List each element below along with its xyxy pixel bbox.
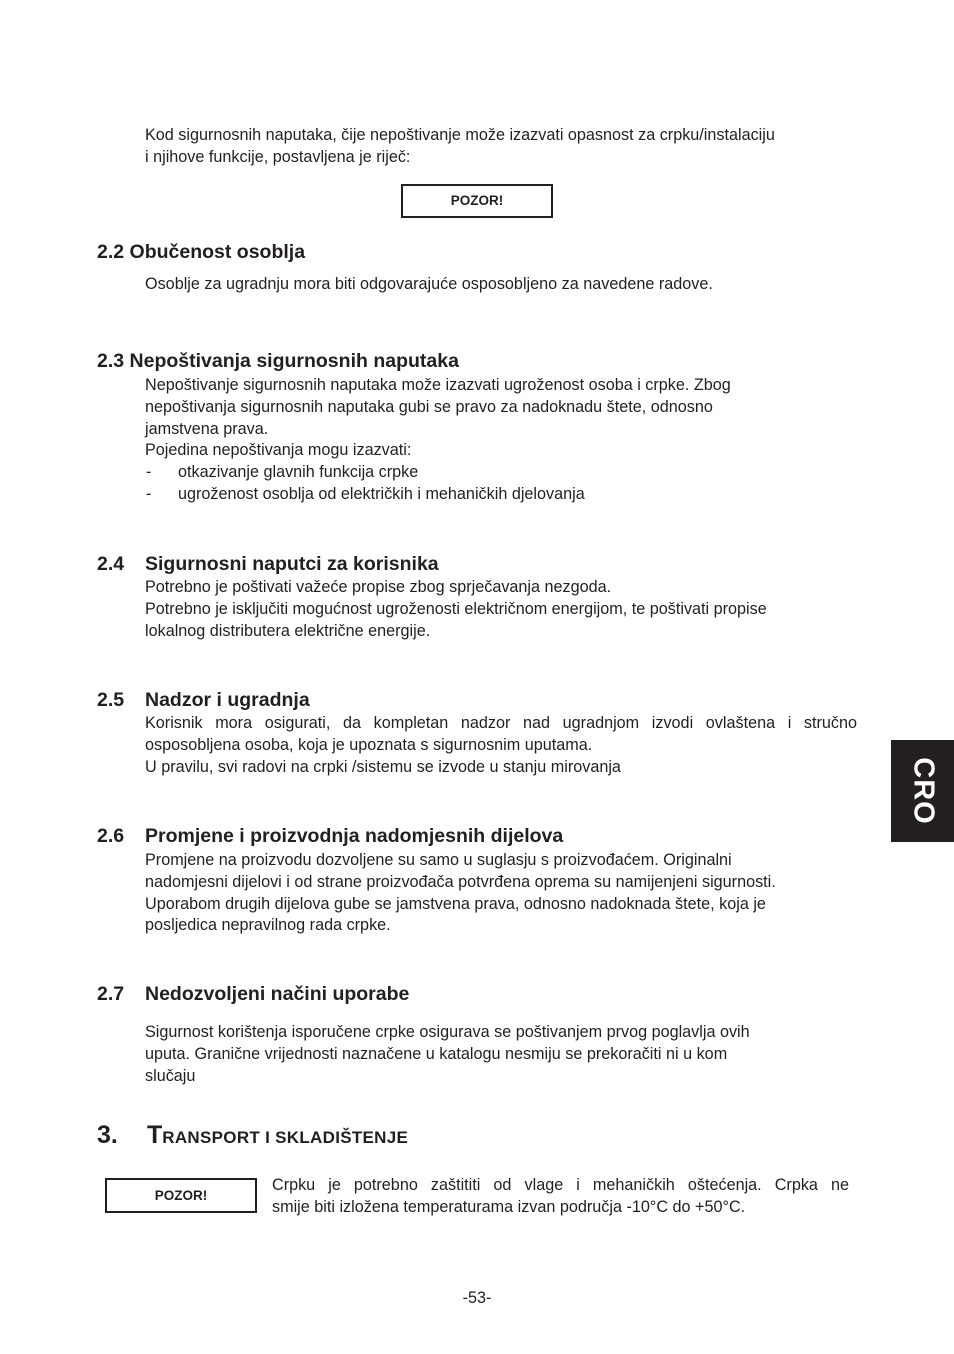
section-3-body [272,1175,849,1219]
section-2-6-body [145,850,776,937]
section-title: Sigurnosni naputci za korisnika [145,553,439,575]
section-title-initial: T [147,1121,163,1149]
bullet-dash: - [146,484,152,503]
section-2-4-heading [97,553,439,576]
list-item-text: otkazivanje glavnih funkcija crpke [178,463,419,482]
warning-label-box [401,184,553,218]
body-line: Pojedina nepoštivanja mogu izazvati: [145,441,412,460]
body-line: lokalnog distributera električne energije. [145,621,431,640]
section-title: Nedozvoljeni načini uporabe [145,983,410,1005]
list-item [145,462,731,484]
body-line: slučaju [145,1066,196,1085]
section-2-7-heading [97,983,409,1006]
section-2-3-body [145,375,731,506]
section-title: Promjene i proizvodnja nadomjesnih dijelova [145,825,564,847]
section-title: Nadzor i ugradnja [145,689,310,711]
section-3-heading [97,1121,408,1150]
bullet-dash: - [146,463,152,482]
warning-label-box [105,1178,257,1213]
section-2-4-body [145,577,767,642]
section-number: 2.7 [97,983,125,1005]
list-item [145,484,731,506]
section-2-6-heading [97,825,563,848]
list-item-text: ugroženost osoblja od električkih i mehaničkih djelovanja [178,484,585,503]
intro-line: Kod sigurnosnih naputaka, čije nepoštivanje može izazvati opasnost za crpku/instalaciju [145,126,775,144]
body-line: U pravilu, svi radovi na crpki /sistemu se izvode u stanju mirovanja [145,757,621,776]
section-2-7-body [145,1022,750,1087]
body-line: posljedica nepravilnog rada crpke. [145,916,391,935]
body-line: Nepoštivanje sigurnosnih naputaka može izazvati ugroženost osoba i crpke. Zbog [145,376,731,394]
section-2-5-body [145,713,857,778]
body-line: Potrebno je poštivati važeće propise zbog sprječavanja nezgoda. [145,578,612,596]
body-line: Crpku je potrebno zaštititi od vlage i mehaničkih oštećenja. Crpka ne [272,1176,849,1194]
page-number: -53- [462,1289,492,1307]
body-line: Potrebno je isključiti mogućnost ugroženosti električnom energijom, te poštivati propise [145,599,767,618]
body-line: nadomjesni dijelovi i od strane proizvođača potvrđena oprema su namijenjeni sigurnosti. [145,872,776,891]
language-tab [891,740,954,842]
body-line: nepoštivanja sigurnosnih naputaka gubi se pravo za nadoknadu štete, odnosno [145,397,713,416]
section-2-5-heading [97,689,310,712]
section-number: 2.4 [97,553,125,575]
intro-line: i njihove funkcije, postavljena je riječ: [145,147,411,166]
body-line: Promjene na proizvodu dozvoljene su samo u suglasju s proizvođaćem. Originalni [145,851,732,869]
section-number: 3. [97,1121,118,1149]
body-line: osposobljena osoba, koja je upoznata s sigurnosnim uputama. [145,735,593,754]
section-number: 2.6 [97,825,125,847]
section-title-rest: RANSPORT I SKLADIŠTENJE [162,1128,409,1147]
body-line: Uporabom drugih dijelova gube se jamstvena prava, odnosno nadoknada štete, koja je [145,894,766,913]
section-2-2-heading: 2.2 Obučenost osoblja [97,241,306,263]
body-line: jamstvena prava. [145,419,269,438]
section-2-2-body [145,274,713,296]
body-line: Korisnik mora osigurati, da kompletan nadzor nad ugradnjom izvodi ovlaštena i stručno [145,714,857,732]
body-line: Osoblje za ugradnju mora biti odgovarajuće osposobljeno za navedene radove. [145,275,713,293]
body-line: uputa. Granične vrijednosti naznačene u katalogu nesmiju se prekoračiti ni u kom [145,1044,728,1063]
intro-paragraph [145,125,860,169]
language-tab-label: CRO [907,757,939,825]
body-line: Sigurnost korištenja isporučene crpke osigurava se poštivanjem prvog poglavlja ovih [145,1023,750,1041]
section-2-3-heading: 2.3 Nepoštivanja sigurnosnih naputaka [97,350,459,372]
warning-label: POZOR! [154,1188,208,1203]
section-number: 2.5 [97,689,125,711]
body-line: smije biti izložena temperaturama izvan područja -10°C do +50°C. [272,1197,746,1216]
warning-label: POZOR! [450,193,504,208]
